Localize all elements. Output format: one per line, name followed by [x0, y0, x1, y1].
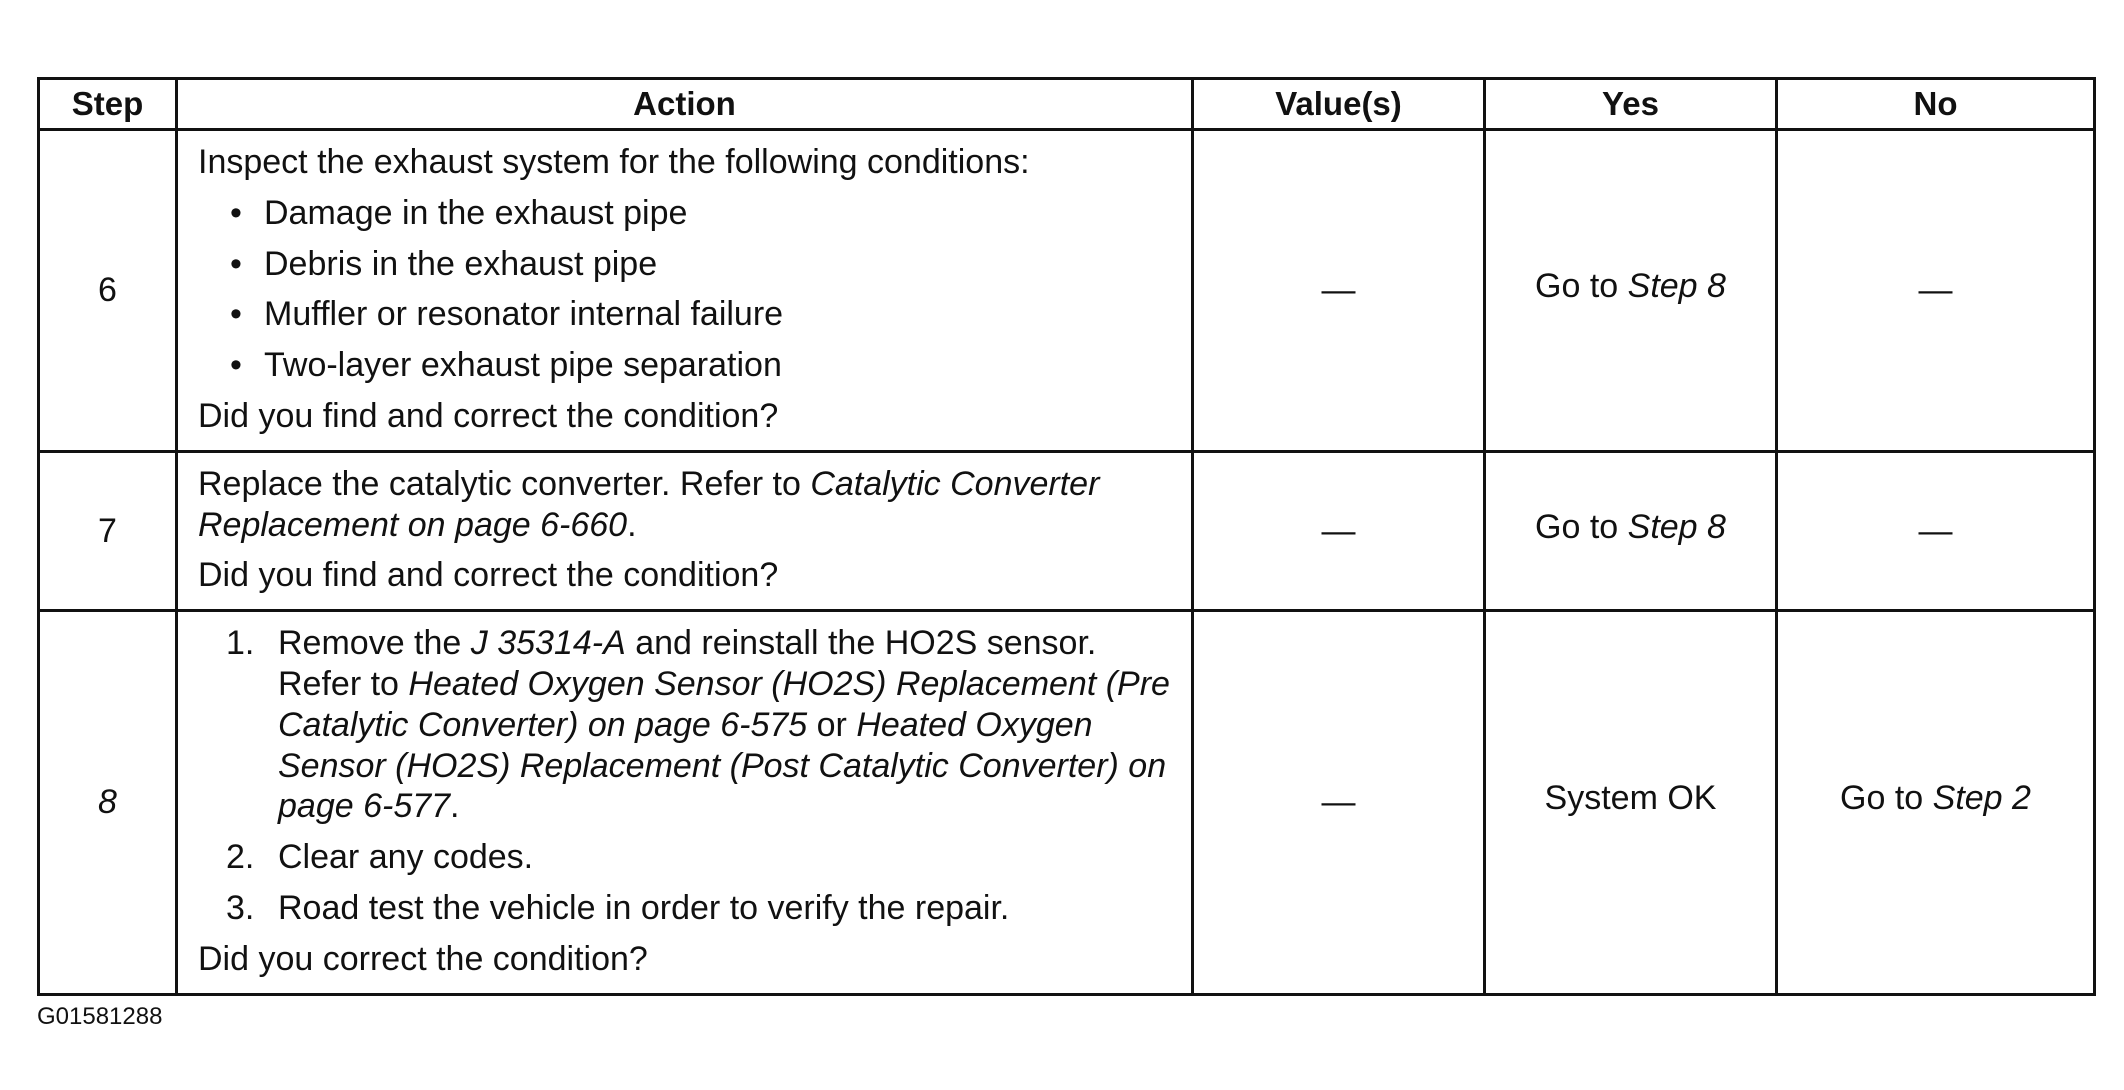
item-text-part: Remove the: [278, 624, 471, 663]
header-row: [39, 79, 2095, 130]
procedure-ref: Heated Oxygen Sensor (HO2S) Replacement (Pre Catalytic Converter) on page 6-575: [278, 664, 1170, 744]
value-dash: —: [1321, 270, 1356, 309]
item-number: 3.: [226, 888, 255, 927]
header-no: No: [1777, 79, 2095, 130]
item-text-part: or: [807, 705, 857, 744]
step-number: 6: [39, 130, 177, 452]
no-prefix: Go to: [1840, 779, 1933, 818]
yes-cell: System OK: [1485, 611, 1777, 994]
value-cell: [1193, 451, 1485, 610]
figure-id: G01581288: [37, 1003, 163, 1030]
numbered-item: [198, 883, 1177, 934]
item-text-part: .: [450, 787, 460, 826]
bullet-item: • Debris in the exhaust pipe: [230, 244, 658, 283]
action-cell: [177, 451, 1193, 610]
bullet-text: Damage in the exhaust pipe: [264, 193, 688, 232]
bullet-item: • Damage in the exhaust pipe: [230, 193, 688, 232]
numbered-item: [198, 832, 1177, 883]
header-action: Action: [177, 79, 1193, 130]
no-cell: [1777, 611, 2095, 994]
value-cell: [1193, 611, 1485, 994]
yes-prefix: Go to: [1535, 508, 1628, 547]
yes-step-ref: Step 8: [1627, 508, 1726, 547]
item-text-part: and reinstall the HO2S sensor. Refer to: [278, 624, 1097, 703]
action-intro: Inspect the exhaust system for the following conditions:: [198, 143, 1030, 181]
item-text: Clear any codes.: [278, 838, 534, 877]
item-number: 2.: [226, 838, 255, 877]
tool-ref: J 35314-A: [470, 624, 626, 663]
item-text: [278, 623, 1177, 827]
action-question: Did you correct the condition?: [198, 939, 648, 978]
value-dash: —: [1321, 511, 1356, 550]
table-row-step-7: [39, 451, 2095, 610]
header-values: Value(s): [1193, 79, 1485, 130]
no-dash: —: [1918, 271, 1953, 310]
action-cell: [177, 130, 1193, 452]
no-cell: [1777, 130, 2095, 452]
bullet-item: • Two-layer exhaust pipe separation: [230, 346, 782, 385]
no-dash: —: [1918, 512, 1953, 551]
yes-cell: [1485, 130, 1777, 452]
bullet-text: Two-layer exhaust pipe separation: [264, 346, 782, 385]
diagnostic-table: [37, 77, 2096, 996]
action-text-a: Replace the catalytic converter. Refer to: [198, 464, 811, 503]
yes-step-ref: Step 8: [1627, 267, 1726, 306]
action-cell: [177, 611, 1193, 994]
yes-cell: [1485, 451, 1777, 610]
no-cell: [1777, 451, 2095, 610]
bullet-text: Muffler or resonator internal failure: [264, 295, 784, 334]
bullet-text: Debris in the exhaust pipe: [264, 244, 658, 283]
action-text-b: .: [627, 505, 637, 544]
table-row-step-8: [39, 611, 2095, 994]
item-text: Road test the vehicle in order to verify the repair.: [278, 888, 1010, 927]
numbered-item: [198, 618, 1177, 832]
header-yes: Yes: [1485, 79, 1777, 130]
step-number: 8: [39, 611, 177, 994]
value-cell: [1193, 130, 1485, 452]
header-step: Step: [39, 79, 177, 130]
item-number: 1.: [226, 624, 255, 663]
action-question: Did you find and correct the condition?: [198, 556, 779, 595]
procedure-ref: Catalytic Converter Replacement on page 6-660: [198, 464, 1100, 544]
yes-prefix: Go to: [1535, 267, 1628, 306]
value-dash: —: [1321, 782, 1356, 821]
action-question: Did you find and correct the condition?: [198, 396, 779, 435]
bullet-item: • Muffler or resonator internal failure: [230, 295, 784, 334]
table-row-step-6: [39, 130, 2095, 452]
step-number: 7: [39, 451, 177, 610]
procedure-ref: Heated Oxygen Sensor (HO2S) Replacement (Post Catalytic Converter) on page 6-577: [278, 705, 1167, 826]
action-text: [198, 459, 1177, 551]
no-step-ref: Step 2: [1932, 779, 2031, 818]
